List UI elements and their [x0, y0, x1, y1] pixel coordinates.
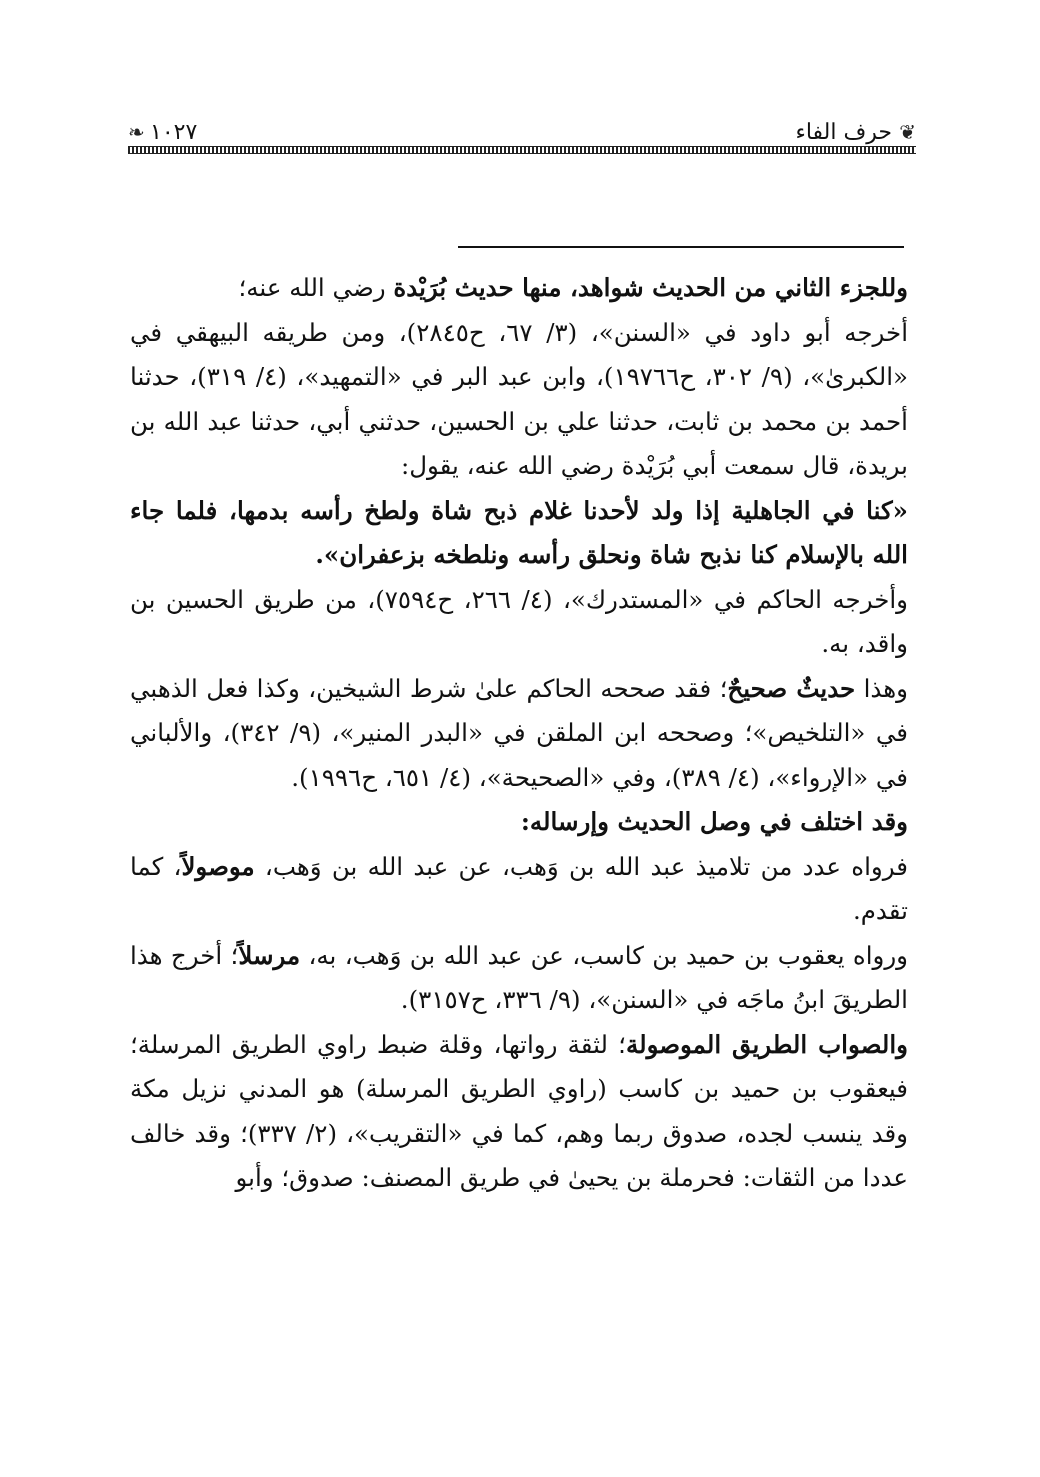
- paragraph-8: [130, 934, 908, 1023]
- running-header: [128, 118, 916, 156]
- paragraph-3: [130, 489, 908, 578]
- p1-rest: رضي الله عنه؛: [238, 273, 394, 302]
- header-rule: [128, 146, 916, 154]
- paragraph-4: وأخرجه الحاكم في «المستدرك»، (٤/ ٢٦٦، ح٧٥٩٤)، من طريق الحسين بن واقد، به.: [130, 584, 908, 658]
- p3-bold: «كنا في الجاهلية إذا ولد لأحدنا غلام ذبح شاة ولطخ رأسه بدمها، فلما جاء الله بالإسلام كنا نذبح شاة ونحلق رأسه ونلطخه بزعفران».: [130, 495, 908, 569]
- ornament-left-icon: ❧: [128, 120, 145, 144]
- p1-bold: وللجزء الثاني من الحديث شواهد، منها حديث بُرَيْدة: [393, 273, 908, 302]
- p5-bold: حديثٌ صحيحٌ: [727, 673, 856, 703]
- paragraph-5: [130, 667, 908, 801]
- paragraph-1: [130, 266, 908, 311]
- p5-start: وهذا: [855, 673, 909, 703]
- p8-start: ورواه يعقوب بن حميد بن كاسب، عن عبد الله بن وَهب، به،: [300, 940, 908, 970]
- page-number: ١٠٢٧: [150, 120, 198, 145]
- ornament-right-icon: ❦: [899, 120, 916, 144]
- p9-rest: ؛ لثقة رواتها، وقلة ضبط راوي الطريق المرسلة؛ فيعقوب بن حميد بن كاسب (راوي الطريق المرسلة) هو المدني نزيل مكة وقد ينسب لجده، صدوق ربما وهم، كما في «التقريب»، (٢/ ٣٣٧)؛ وقد خالف عددا من الثقات: فحرملة بن يحيىٰ في طريق المصنف: صدوق؛ وأبو: [130, 1029, 908, 1192]
- p7-bold: موصولاً: [181, 851, 255, 881]
- p8-bold: مرسلاً: [238, 940, 301, 970]
- p6-bold: وقد اختلف في وصل الحديث وإرساله:: [520, 807, 908, 836]
- p5-rest: ؛ فقد صححه الحاكم علىٰ شرط الشيخين، وكذا فعل الذهبي في «التلخيص»؛ وصححه ابن الملقن في «البدر المنير»، (٩/ ٣٤٢)، والألباني في «الإرواء»، (٤/ ٣٨٩)، وفي «الصحيحة»، (٤/ ٦٥١، ح١٩٩٦).: [130, 673, 908, 792]
- p8-rest: ؛ أخرج هذا الطريقَ ابنُ ماجَه في «السنن»، (٩/ ٣٣٦، ح٣١٥٧).: [130, 940, 908, 1014]
- paragraph-7: [130, 845, 908, 934]
- section-title: حرف الفاء: [795, 120, 892, 145]
- body-text: [130, 266, 908, 1201]
- paragraph-6: [130, 800, 908, 845]
- p7-start: فرواه عدد من تلاميذ عبد الله بن وَهب، عن عبد الله بن وَهب،: [254, 851, 908, 881]
- separator-line: [458, 246, 904, 248]
- paragraph-9: [130, 1023, 908, 1201]
- p9-bold: والصواب الطريق الموصولة: [625, 1029, 908, 1059]
- paragraph-2: أخرجه أبو داود في «السنن»، (٣/ ٦٧، ح٢٨٤٥)، ومن طريقه البيهقي في «الكبرىٰ»، (٩/ ٣٠٢، ح١٩٧٦٦)، وابن عبد البر في «التمهيد»، (٤/ ٣١٩)، حدثنا أحمد بن محمد بن ثابت، حدثنا علي بن الحسين، حدثني أبي، حدثنا عبد الله بن بريدة، قال سمعت أبي بُرَيْدة رضي الله عنه، يقول:: [130, 317, 909, 480]
- p7-rest: ، كما تقدم.: [130, 851, 908, 925]
